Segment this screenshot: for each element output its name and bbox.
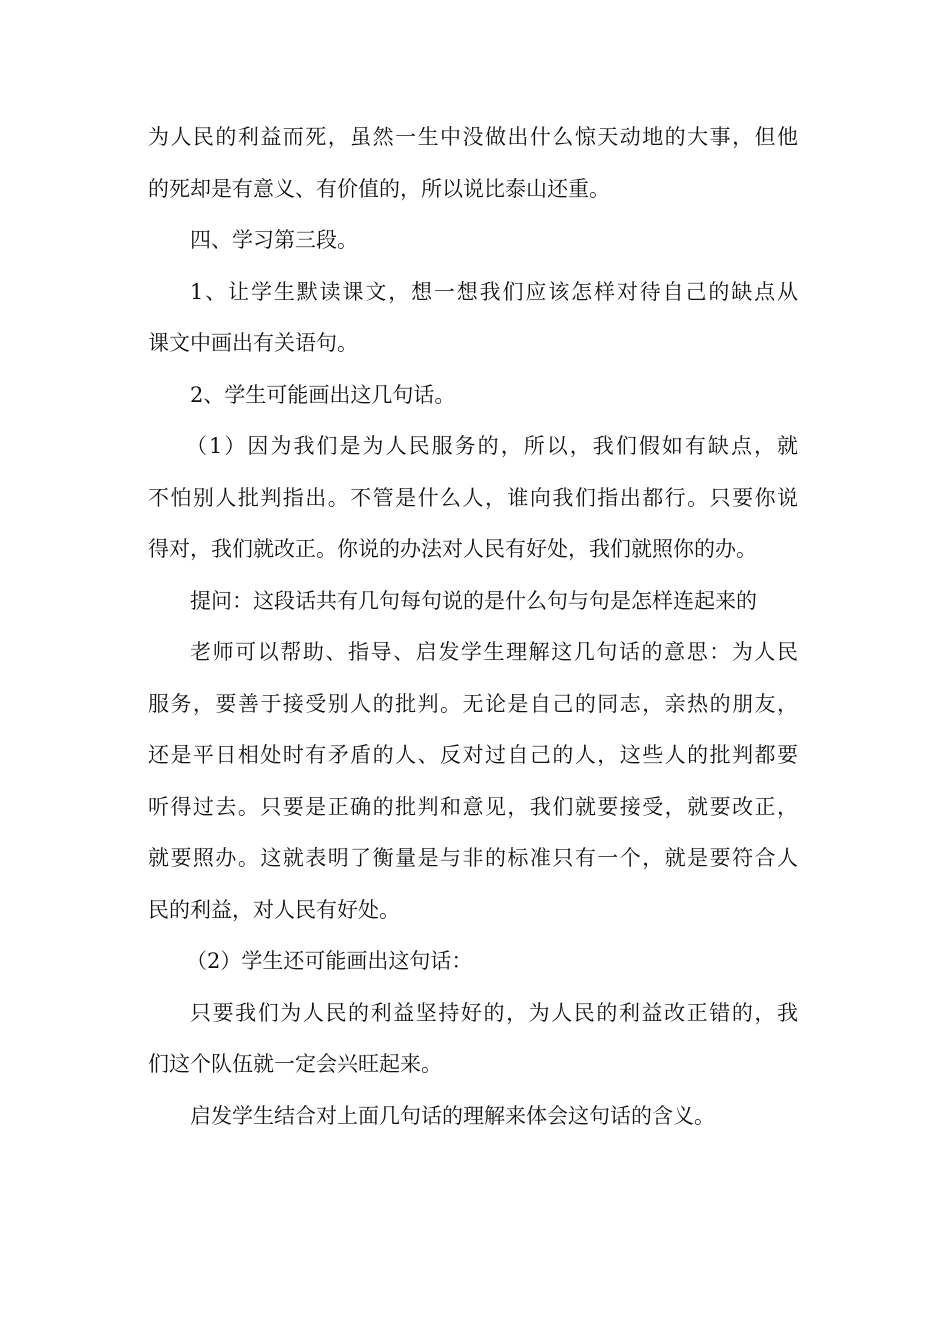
text-line: 的死却是有意义、有价值的，所以说比泰山还重。 [148, 176, 610, 201]
text-line: 只要我们为人民的利益坚持好的，为人民的利益改正错的，我 [190, 1000, 798, 1025]
text-line: 就要照办。这就表明了衡量是与非的标准只有一个，就是要符合人 [148, 846, 798, 870]
text-line: 课文中画出有关语句。 [148, 331, 358, 355]
text-line: 启发学生结合对上面几句话的理解来体会这句话的含义。 [190, 1103, 715, 1128]
text-line: 得对，我们就改正。你说的办法对人民有好处，我们就照你的办。 [148, 537, 757, 561]
text-line: 还是平日相处时有矛盾的人、反对过自己的人，这些人的批判都要 [148, 743, 798, 767]
text-line: （1）因为我们是为人民服务的，所以，我们假如有缺点，就 [186, 434, 798, 458]
text-line: 老师可以帮助、指导、启发学生理解这几句话的意思：为人民 [190, 640, 798, 664]
text-line: 1、让学生默读课文，想一想我们应该怎样对待自己的缺点从 [190, 279, 798, 304]
text-line: 提问：这段话共有几句每句说的是什么句与句是怎样连起来的 [190, 588, 757, 613]
text-line: 四、学习第三段。 [190, 228, 358, 252]
text-line: 不怕别人批判指出。不管是什么人，谁向我们指出都行。只要你说 [148, 485, 798, 510]
text-line: 听得过去。只要是正确的批判和意见，我们就要接受，就要改正， [148, 794, 798, 819]
text-line: 为人民的利益而死，虽然一生中没做出什么惊天动地的大事，但他 [148, 125, 798, 149]
body-text [148, 112, 798, 1142]
text-line: 民的利益，对人民有好处。 [148, 897, 400, 922]
text-line: 们这个队伍就一定会兴旺起来。 [148, 1052, 442, 1076]
text-line: 2、学生可能画出这几句话。 [190, 382, 456, 407]
text-line: 服务，要善于接受别人的批判。无论是自己的同志，亲热的朋友， [148, 691, 798, 716]
text-line: （2）学生还可能画出这句话： [186, 949, 473, 973]
